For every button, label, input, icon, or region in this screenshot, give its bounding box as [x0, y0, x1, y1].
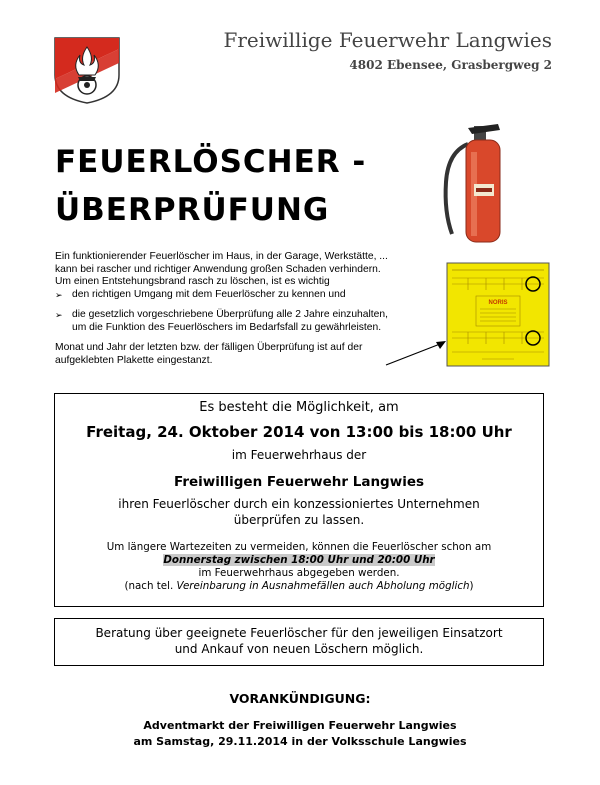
event-datetime: Freitag, 24. Oktober 2014 von 13:00 bis 18:00 Uhr	[86, 423, 512, 441]
event-note-pre: (nach tel.	[124, 580, 177, 592]
event-purpose-line: überprüfen zu lassen.	[233, 513, 365, 527]
intro-text	[55, 251, 425, 367]
event-note	[55, 541, 543, 593]
announcement-line: am Samstag, 29.11.2014 in der Volksschule Langwies	[133, 735, 467, 748]
intro-line: Um einen Entstehungsbrand rasch zu löschen, ist es wichtig	[55, 276, 330, 287]
organization-address: 4802 Ebensee, Grasbergweg 2	[349, 58, 552, 72]
arrow-bullet-icon: ➢	[55, 310, 63, 320]
bullet-item	[55, 289, 425, 302]
fire-extinguisher-icon	[438, 122, 518, 247]
title-line-1: FEUERLÖSCHER -	[55, 144, 367, 180]
event-organization: Freiwilligen Feuerwehr Langwies	[173, 474, 425, 490]
advice-line: Beratung über geeignete Feuerlöscher für den jeweiligen Einsatzort	[95, 626, 503, 640]
intro-line: Monat und Jahr der letzten bzw. der fälligen Überprüfung ist auf der	[55, 342, 363, 353]
bullet-text: den richtigen Umgang mit dem Feuerlöscher zu kennen und	[72, 288, 346, 300]
title-line-2: ÜBERPRÜFUNG	[55, 192, 330, 228]
page-title	[55, 138, 366, 234]
event-note-line: im Feuerwehrhaus abgegeben werden.	[198, 567, 400, 579]
event-note-line: Um längere Wartezeiten zu vermeiden, können die Feuerlöscher schon am	[106, 541, 492, 553]
bullet-text	[72, 309, 388, 334]
dropoff-time-highlight: Donnerstag zwischen 18:00 Uhr und 20:00 Uhr	[163, 554, 435, 566]
intro-line: kann bei rascher und richtiger Anwendung großen Schaden verhindern.	[55, 263, 381, 275]
advice-box	[54, 618, 544, 666]
bullet-text-line: die gesetzlich vorgeschriebene Überprüfung alle 2 Jahre einzuhalten,	[72, 309, 388, 320]
event-purpose-line: ihren Feuerlöscher durch ein konzessioniertes Unternehmen	[118, 497, 480, 511]
announcement-heading: VORANKÜNDIGUNG:	[229, 691, 371, 706]
event-purpose	[55, 496, 543, 528]
event-info-box	[54, 393, 544, 607]
bullet-item	[55, 309, 425, 334]
event-note-italic: Vereinbarung in Ausnahmefällen auch Abholung möglich	[176, 580, 470, 592]
announcement-line: Adventmarkt der Freiwilligen Feuerwehr Langwies	[143, 719, 457, 732]
intro-line: Ein funktionierender Feuerlöscher im Haus, in der Garage, Werkstätte, ...	[55, 251, 388, 262]
event-note-post: )	[469, 580, 474, 592]
organization-name: Freiwillige Feuerwehr Langwies	[223, 28, 552, 52]
arrow-bullet-icon: ➢	[55, 289, 63, 300]
bullet-text-line: um die Funktion des Feuerlöschers im Bedarfsfall zu gewährleisten.	[72, 321, 382, 333]
event-intro: Es besteht die Möglichkeit, am	[199, 400, 399, 415]
inspection-sticker-icon	[446, 262, 550, 367]
pointer-arrow-icon	[384, 338, 448, 368]
fire-brigade-logo	[52, 35, 122, 105]
sticker-brand: NORIS	[488, 300, 508, 306]
intro-line: aufgeklebten Plakette eingestanzt.	[55, 354, 213, 366]
event-location-prefix: im Feuerwehrhaus der	[231, 448, 367, 462]
advice-line: und Ankauf von neuen Löschern möglich.	[174, 642, 424, 656]
